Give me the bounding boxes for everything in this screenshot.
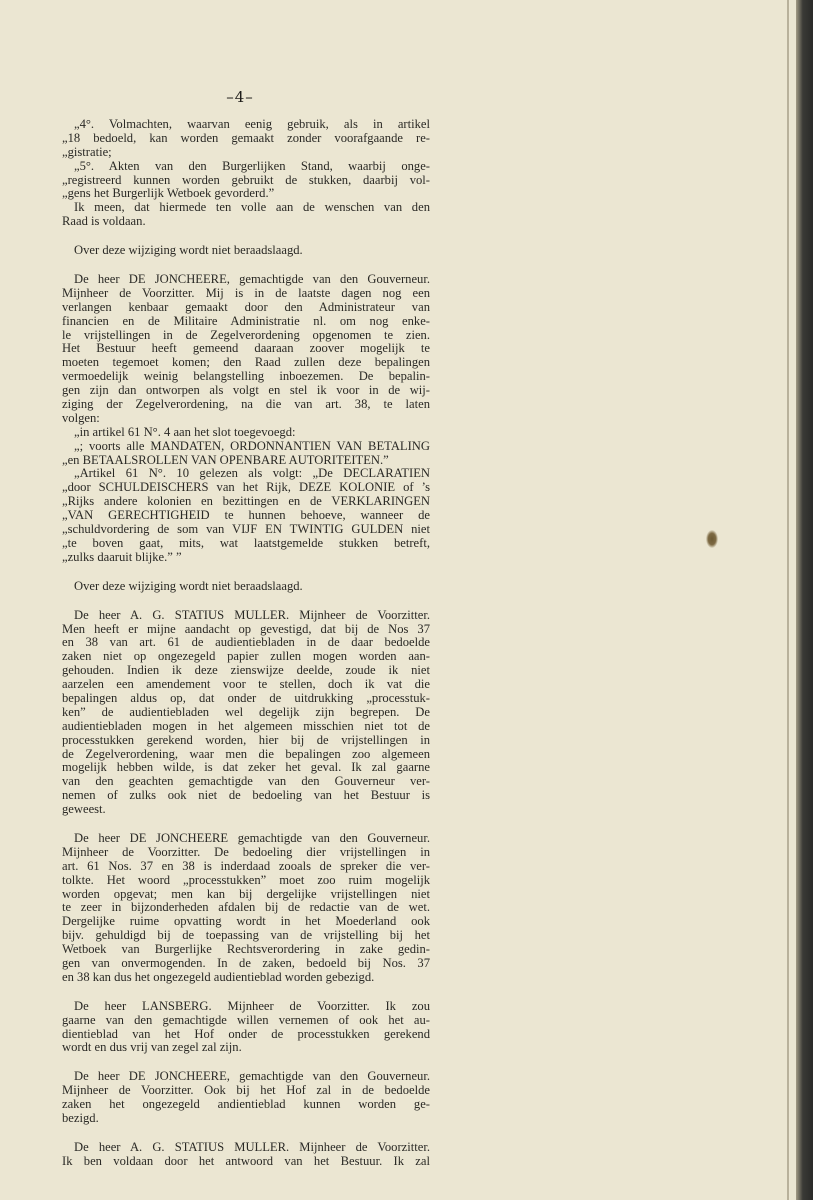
text-line: zaken niet op ongezegeld papier zullen mogen worden aan- xyxy=(62,649,430,664)
page-edge-shadow xyxy=(796,0,813,1200)
text-line: art. 61 Nos. 37 en 38 is inderdaad zooals de spreker die ver- xyxy=(62,858,430,873)
text-line: „schuldvordering de som van VIJF EN TWINTIG GULDEN niet xyxy=(62,522,430,537)
text-line: gehouden. Indien ik deze zienswijze deelde, zoude ik niet xyxy=(62,663,430,678)
text-line: wordt en dus vrij van zegel zal zijn. xyxy=(62,1040,242,1055)
text-line: „18 bedoeld, kan worden gemaakt zonder voorafgaande re- xyxy=(62,130,430,145)
text-line: te zeer in bijzonderheden afdalen bij de redactie van de wet. xyxy=(62,900,430,915)
text-line: Ik ben voldaan door het antwoord van het Bestuur. Ik zal xyxy=(62,1153,430,1168)
text-line: Over deze wijziging wordt niet beraadslaagd. xyxy=(74,243,303,258)
text-line: Ik meen, dat hiermede ten volle aan de wenschen van den xyxy=(74,200,430,215)
text-line: „VAN GERECHTIGHEID te hunnen behoeve, wanneer de xyxy=(62,508,430,523)
text-line: en 38 kan dus het ongezegeld audientieblad worden gebezigd. xyxy=(62,969,375,984)
paragraph xyxy=(62,580,430,594)
text-line: gaarne van den gemachtigde willen vernemen of ook het au- xyxy=(62,1012,430,1027)
text-line: „registreerd kunnen worden gebruikt de stukken, daarbij vol- xyxy=(62,172,430,187)
text-line: „; voorts alle MANDATEN, ORDONNANTIEN VAN BETALING xyxy=(74,438,430,453)
text-line: audientiebladen mogen in het algemeen misschien niet tot de xyxy=(62,718,430,733)
text-line: nemen of zulks ook niet de bedoeling van het Bestuur is xyxy=(62,788,430,803)
text-line: „zulks daaruit blijke.” ” xyxy=(62,549,182,564)
text-line: „door SCHULDEISCHERS van het Rijk, DEZE KOLONIE of ’s xyxy=(62,480,430,495)
paragraph xyxy=(62,832,430,985)
text-line: De heer LANSBERG. Mijnheer de Voorzitter. Ik zou xyxy=(74,998,430,1013)
text-line: De heer A. G. STATIUS MULLER. Mijnheer de Voorzitter. xyxy=(74,1139,430,1154)
text-line: „5°. Akten van den Burgerlijken Stand, waarbij onge- xyxy=(74,158,430,173)
text-line: Raad is voldaan. xyxy=(62,214,146,229)
text-line: moeten tegemoet komen; den Raad zullen deze bepalingen xyxy=(62,355,430,370)
text-line: en 38 van art. 61 de audientiebladen in de daar bedoelde xyxy=(62,635,430,650)
text-line: Dergelijke ruime opvatting wordt in het Moederland ook xyxy=(62,914,430,929)
text-line: gen van onvermogenden. In de zaken, bedoeld bij Nos. 37 xyxy=(62,955,430,970)
text-line: De heer DE JONCHEERE, gemachtigde van den Gouverneur. xyxy=(74,272,430,287)
paragraph xyxy=(62,1070,430,1126)
page-number: –4– xyxy=(226,88,254,106)
text-line: „4°. Volmachten, waarvan eenig gebruik, als in artikel xyxy=(74,117,430,131)
paragraph xyxy=(62,273,430,565)
text-line: bezigd. xyxy=(62,1111,99,1125)
text-line: verlangen kenbaar gemaakt door den Administrateur van xyxy=(62,299,430,314)
text-line: dientieblad van het Hof onder de processtukken gerekend xyxy=(62,1026,430,1041)
text-line: De heer DE JONCHEERE, gemachtigde van den Gouverneur. xyxy=(74,1069,430,1084)
paragraph xyxy=(62,118,430,229)
text-line: van den geachten gemachtigde van den Gouverneur ver- xyxy=(62,774,430,789)
page-edge-line xyxy=(787,0,789,1200)
text-line: „te boven gaat, mits, wat laatstgemelde stukken betreft, xyxy=(62,535,430,550)
text-line: Wetboek van Burgerlijke Rechtsverordering in zake gedin- xyxy=(62,942,430,957)
text-line: Over deze wijziging wordt niet beraadslaagd. xyxy=(74,578,303,593)
text-line: „gens het Burgerlijk Wetboek gevorderd.” xyxy=(62,186,275,201)
text-line: le vrijstellingen in de Zegelverordening opgenomen te zien. xyxy=(62,327,430,342)
text-line: Mijnheer de Voorzitter. Mij is in de laatste dagen nog een xyxy=(62,285,430,300)
text-line: Mijnheer de Voorzitter. Ook bij het Hof zal in de bedoelde xyxy=(62,1083,430,1098)
text-line: processtukken gerekend worden, hier bij de vrijstellingen in xyxy=(62,732,430,747)
text-line: tolkte. Het woord „processtukken” moet zoo ruim mogelijk xyxy=(62,872,430,887)
document-text-column xyxy=(62,118,430,1169)
text-line: mogelijk hebben wilde, is dat zeker het geval. Ik zal gaarne xyxy=(62,760,430,775)
text-line: „in artikel 61 N°. 4 aan het slot toegevoegd: xyxy=(74,424,296,439)
text-line: ken” de audientiebladen wel degelijk zijn begrepen. De xyxy=(62,704,430,719)
text-line: de Zegelverordening, waar men die bepalingen zoo algemeen xyxy=(62,746,430,761)
text-line: zaken het ongezegeld andientieblad kunnen worden ge- xyxy=(62,1097,430,1112)
text-line: vermoedelijk weinig belangstelling inboezemen. De bepalin- xyxy=(62,369,430,384)
text-line: De heer DE JONCHEERE gemachtigde van den Gouverneur. xyxy=(74,830,430,845)
text-line: bepalingen aldus op, dat onder de uitdrukking „processtuk- xyxy=(62,690,430,705)
text-line: worden opgevat; men kan bij dergelijke vrijstellingen niet xyxy=(62,886,430,901)
text-line: Mijnheer de Voorzitter. De bedoeling dier vrijstellingen in xyxy=(62,844,430,859)
text-line: „Artikel 61 N°. 10 gelezen als volgt: „De DECLARATIEN xyxy=(74,466,430,481)
paragraph xyxy=(62,609,430,817)
text-line: ziging der Zegelverordening, na die van art. 38, te laten xyxy=(62,397,430,412)
text-line: Men heeft er mijne aandacht op gevestigd, dat bij de Nos 37 xyxy=(62,621,430,636)
paragraph xyxy=(62,1000,430,1056)
paragraph xyxy=(62,244,430,258)
text-line: gen zijn dan ontworpen als volgt en stel ik voor in de wij- xyxy=(62,383,430,398)
text-line: Het Bestuur heeft gemeend daaraan zoover mogelijk te xyxy=(62,341,430,356)
text-line: geweest. xyxy=(62,802,106,817)
paragraph xyxy=(62,1141,430,1169)
text-line: „Rijks andere kolonien en bezittingen en de VERKLARINGEN xyxy=(62,494,430,509)
text-line: bijv. gehuldigd bij de toepassing van de vrijstelling bij het xyxy=(62,928,430,943)
text-line: volgen: xyxy=(62,410,100,425)
text-line: aarzelen een amendement voor te stellen, doch ik vat die xyxy=(62,677,430,692)
ink-blot-mark xyxy=(706,530,718,548)
text-line: De heer A. G. STATIUS MULLER. Mijnheer de Voorzitter. xyxy=(74,607,430,622)
text-line: financien en de Militaire Administratie nl. om nog enke- xyxy=(62,313,430,328)
text-line: „gistratie; xyxy=(62,144,112,159)
text-line: „en BETAALSROLLEN VAN OPENBARE AUTORITEITEN.” xyxy=(62,452,389,467)
